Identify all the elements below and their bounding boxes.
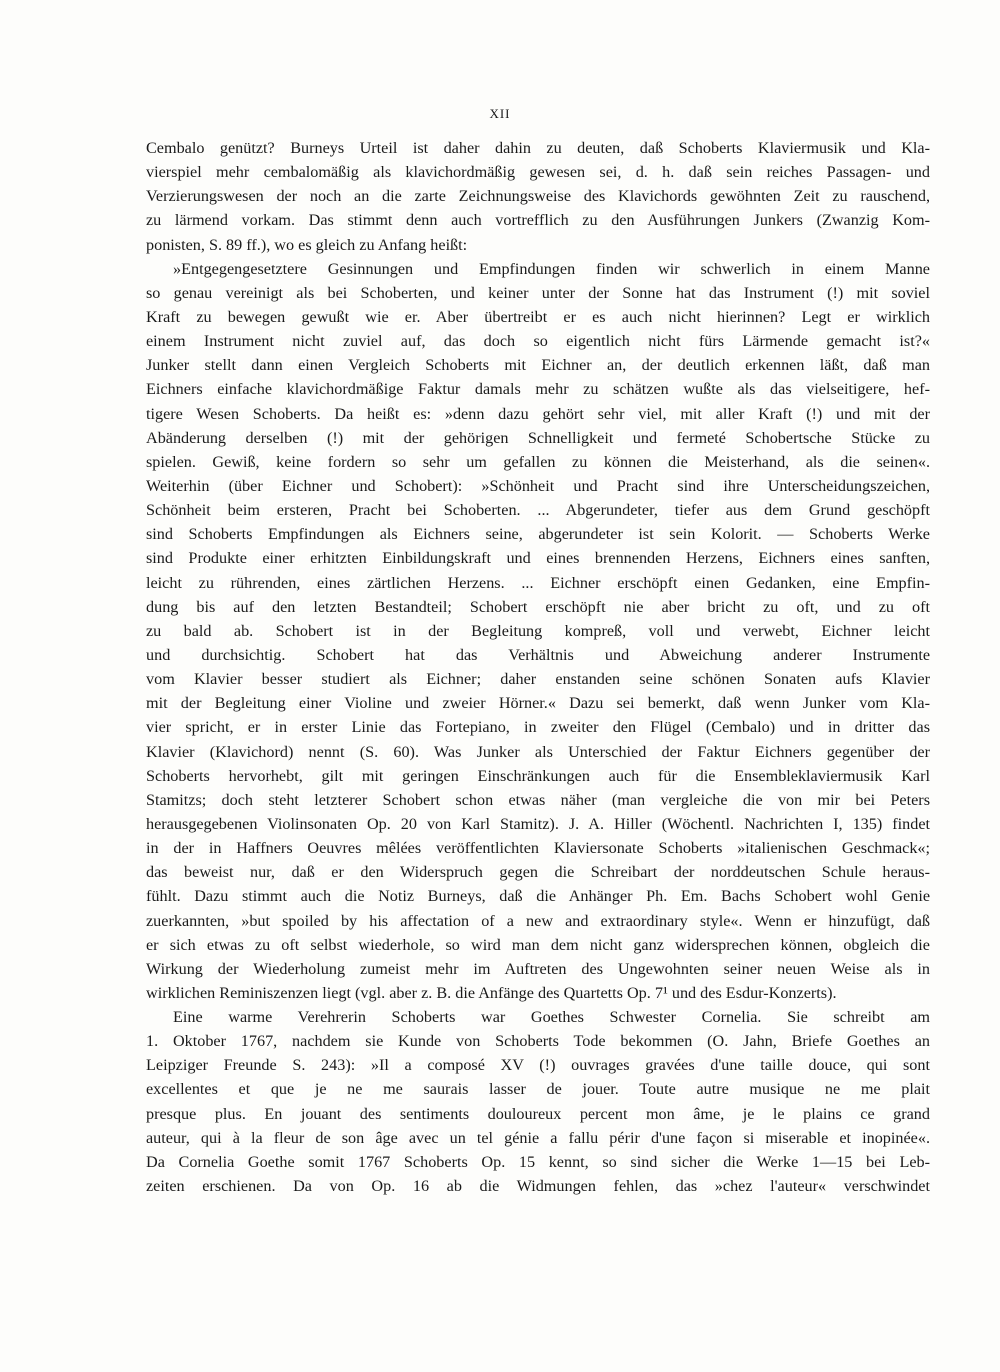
text-line: herausgegebenen Violinsonaten Op. 20 von Karl Stamitz). J. A. Hiller (Wöchentl. Nachrichten I, 135) findet [146,814,930,833]
text-line: Schönheit beim ersteren, Pracht bei Schoberten. ... Abgerundeter, tiefer aus dem Grund geschöpft [146,501,930,520]
text-line: spielen. Gewiß, keine fordern so sehr um gefallen zu können die Meisterhand, als die seinen«. [146,452,930,471]
text-line: sind Produkte einer erhitzten Einbildungskraft und eines brennenden Herzens, Eichners eines sanften, [146,549,930,568]
text-line: Eichners einfache klavichordmäßige Faktur damals mehr zu schätzen wußte als das vielseitigere, hef- [146,380,930,399]
text-line: so genau vereinigt als bei Schoberten, und keiner unter der Sonne hat das Instrument (!) mit soviel [146,283,930,302]
body-text [146,136,930,1198]
text-line: vier spricht, er in erster Linie das Fortepiano, in zweiter den Flügel (Cembalo) und in dritter das [146,718,930,737]
text-line: mit der Begleitung einer Violine und zweier Hörner.« Dazu sei bemerkt, daß wenn Junker vom Kla- [146,694,930,713]
text-line: 1. Oktober 1767, nachdem sie Kunde von Schoberts Tode bekommen (O. Jahn, Briefe Goethes an [146,1032,930,1051]
text-line: excellentes et que je ne me saurais lasser de jouer. Toute autre musique ne me plait [146,1080,930,1099]
text-line: er sich etwas zu oft selbst wiederhole, so wird man dem nicht ganz widersprechen können, obgleich die [146,935,930,954]
text-line: Schoberts hervorhebt, gilt mit geringen Einschränkungen auch für die Ensembleklaviermusik Karl [146,766,930,785]
text-line: Junker stellt dann einen Vergleich Schoberts mit Eichner an, der deutlich erkennen läßt, daß man [146,356,930,375]
text-line: Klavier (Klavichord) nennt (S. 60). Was Junker als Unterschied der Faktur Eichners gegenüber der [146,742,930,761]
text-line: tigere Wesen Schoberts. Da heißt es: »denn dazu gehört sehr viel, mit aller Kraft (!) und mit der [146,404,930,423]
text-line: Eine warme Verehrerin Schoberts war Goethes Schwester Cornelia. Sie schreibt am [173,1008,930,1027]
text-line: zuerkannten, »but spoiled by his affectation of a new and extraordinary style«. Wenn er hinzufügt, daß [146,911,930,930]
text-line: Leipziger Freunde S. 243): »Il a composé XV (!) ouvrages gravées d'une taille douce, qui sont [146,1056,930,1075]
text-line: vom Klavier besser studiert als Eichner; daher enstanden seine schönen Sonaten aufs Klavier [146,670,930,689]
text-line: Wirkung der Wiederholung zumeist mehr im Auftreten des Ungewohnten seiner neuen Weise als in [146,959,930,978]
text-line: Stamitzs; doch steht letzterer Schobert schon etwas näher (man vergleiche die von mir bei Peters [146,790,930,809]
text-line: sind Schoberts Empfindungen als Eichners seine, abgerundeter ist sein Kolorit. — Schoberts Werke [146,525,930,544]
text-line: Weiterhin (über Eichner und Schobert): »Schönheit und Pracht sind ihre Unterscheidungszeichen, [146,476,930,495]
text-line: dung bis auf den letzten Bestandteil; Schobert erschöpft nie aber bricht zu oft, und zu oft [146,597,930,616]
text-line: zu bald ab. Schobert ist in der Begleitung kompreß, voll und verwebt, Eichner leicht [146,621,930,640]
text-line: Da Cornelia Goethe somit 1767 Schoberts Op. 15 kennt, so sind sicher die Werke 1—15 bei Leb- [146,1152,930,1171]
text-line: Kraft zu bewegen gewußt wie er. Aber übertreibt er es auch nicht hierinnen? Legt er wirklich [146,307,930,326]
text-line: in der in Haffners Oeuvres mêlées veröffentlichten Klaviersonate Schoberts »italienischen Geschmack«; [146,839,930,858]
page-number: XII [489,106,511,121]
text-line: Cembalo genützt? Burneys Urteil ist daher dahin zu deuten, daß Schoberts Klaviermusik und Kla- [146,139,930,157]
text-line: fühlt. Dazu stimmt auch die Notiz Burneys, daß die Anhänger Ph. Em. Bachs Schobert wohl Genie [146,887,930,906]
text-line: Verzierungswesen der noch an die zarte Zeichnungsweise des Klavichords gewöhnten Zeit zu rauschend, [146,187,930,206]
text-line: ponisten, S. 89 ff.), wo es gleich zu Anfang heißt: [146,235,468,254]
text-line: einem Instrument nicht zuviel auf, das doch so eigentlich nicht fürs Lärmende gemacht ist?« [146,332,930,351]
text-line: und durchsichtig. Schobert hat das Verhältnis und Abweichung anderer Instrumente [146,645,930,664]
text-line: Abänderung derselben (!) mit der gehörigen Schnelligkeit und fermeté Schobertsche Stücke zu [146,428,930,447]
text-line: presque plus. En jouant des sentiments douloureux percent mon âme, je le plains ce grand [146,1104,930,1123]
text-line: zu lärmend vorkam. Das stimmt denn auch vortrefflich zu den Ausführungen Junkers (Zwanzig Kom- [146,211,930,230]
text-line: »Entgegengesetztere Gesinnungen und Empfindungen finden wir schwerlich in einem Manne [173,259,930,278]
text-line: zeiten erschienen. Da von Op. 16 ab die Widmungen fehlen, das »chez l'auteur« verschwindet [146,1177,930,1196]
text-line: das beweist nur, daß er den Widerspruch gegen die Schreibart der norddeutschen Schule heraus- [146,863,930,882]
text-line: wirklichen Reminiszenzen liegt (vgl. aber z. B. die Anfänge des Quartetts Op. 7¹ und des Esdur-Konzerts). [146,983,837,1002]
text-line: leicht zu rührenden, eines zärtlichen Herzens. ... Eichner erschöpft einen Gedanken, eine Empfin- [146,573,930,592]
text-line: vierspiel mehr cembalomäßig als klavichordmäßig gewesen sei, d. h. daß sein reiches Passagen- und [146,163,930,182]
text-line: auteur, qui à la fleur de son âge avec un tel génie a fallu périr d'une façon si miserable et inopinée«. [146,1128,930,1147]
